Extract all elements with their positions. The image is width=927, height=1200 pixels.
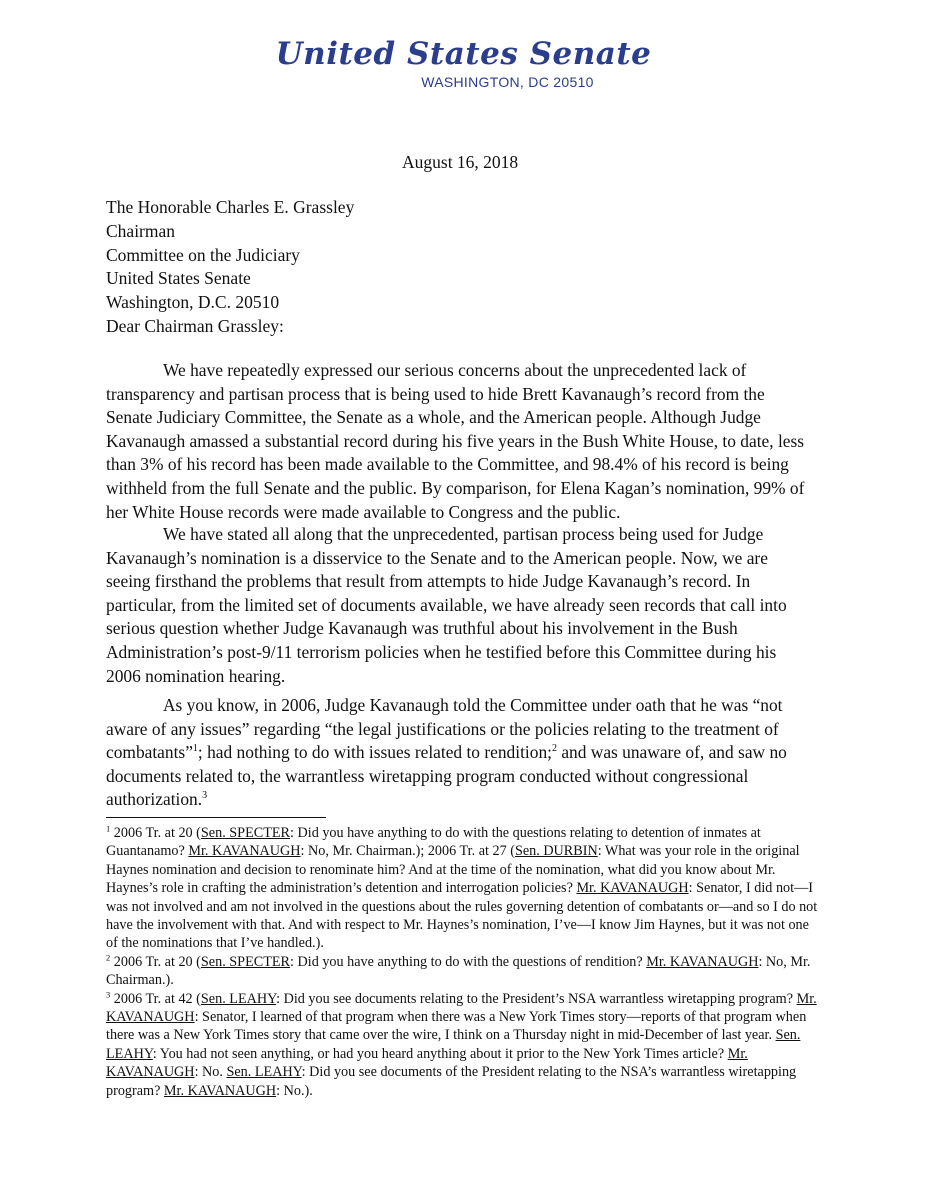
speaker-name: Mr. KAVANAUGH [576,880,689,897]
footnote-text: : Did you have anything to do with the questions of rendition? [290,953,647,970]
footnote-text: : No, Mr. Chairman.). [106,953,811,989]
speaker-name: Mr. KAVANAUGH [188,843,301,860]
letter-date: August 16, 2018 [402,152,519,172]
paragraph-text: and was unaware of, and saw no documents related to, the warrantless wiretapping program conducted without congressional authorization. [106,742,787,810]
footnote-text: : No.). [276,1082,313,1099]
speaker-name: Mr. KAVANAUGH [106,990,817,1026]
paragraph-text: ; had nothing to do with issues related to rendition; [197,742,552,763]
body-paragraph-1 [106,359,814,524]
footnote-text: 2006 Tr. at 20 ( [110,825,201,841]
speaker-name: Mr. KAVANAUGH [163,1082,277,1099]
footnote-text: : No. [194,1064,227,1081]
body-paragraph-3 [106,694,814,812]
body-paragraph-2 [106,523,814,688]
footnote-text: : Did you see documents relating to the President’s NSA warrantless wiretapping program? [276,990,797,1007]
footnote-ref-3[interactable]: 3 [202,790,208,802]
footnote-text: : What was your role in the original Haynes nomination and decision to renominate him? And at the time of the nomination, what did you know about Mr. Haynes’s role in crafting the administration’s detention and interrogation policies? [106,843,800,897]
footnote-ref-1[interactable]: 1 [192,743,198,755]
footnote-text: : No, Mr. Chairman.); 2006 Tr. at 27 ( [300,843,515,860]
footnote-2 [106,953,822,990]
footnote-text: : Did you have anything to do with the questions relating to detention of inmates at Guantanamo? [106,825,761,860]
paragraph-text: We have repeatedly expressed our serious concerns about the unprecedented lack of transparency and partisan process that is being used to hide Brett Kavanaugh’s record from the Senate Judiciary Committee, the Senate as a whole, and the American people. Although Judge Kavanaugh amassed a substantial record during his five years in the Bush White House, to date, less than 3% of his record has been made available to the Committee, and 98.4% of his record is being withheld from the full Senate and the public. By comparison, for Elena Kagan’s nomination, 99% of her White House records were made available to Congress and the public. [106,360,805,522]
letterhead [0,36,927,90]
footnote-3 [106,990,822,1100]
speaker-name: Mr. KAVANAUGH [646,953,759,970]
addressee-line: Chairman [106,220,176,241]
footnote-number: 1 [106,823,111,834]
paragraph-text: As you know, in 2006, Judge Kavanaugh told the Committee under oath that he was “not aware of any issues” regarding “the legal justifications or the policies relating to the treatment of combatants” [106,695,783,763]
footnote-divider [106,817,326,818]
addressee-line: United States Senate [106,268,251,289]
letterhead-address: WASHINGTON, DC 20510 [421,74,594,90]
speaker-name: Sen. SPECTER [200,825,291,841]
footnote-text: : Did you see documents of the President relating to the NSA’s warrantless wiretapping program? [106,1064,797,1099]
speaker-name: Sen. DURBIN [514,843,598,860]
footnote-1 [106,824,822,953]
speaker-name: Sen. LEAHY [200,990,277,1007]
salutation: Dear Chairman Grassley: [106,316,284,336]
footnote-number: 2 [106,952,111,963]
speaker-name: Mr. KAVANAUGH [106,1045,748,1081]
speaker-name: Sen. SPECTER [200,953,291,970]
paragraph-text: We have stated all along that the unprecedented, partisan process being used for Judge Kavanaugh’s nomination is a disservice to the Senate and to the American people. Now, we are seeing firsthand the problems that result from attempts to hide Judge Kavanaugh’s record. In particular, from the limited set of documents available, we have already seen records that call into serious question whether Judge Kavanaugh was truthful about his involvement in the Bush Administration’s post-9/11 terrorism policies when he testified before this Committee during his 2006 nomination hearing. [106,524,787,686]
footnote-text: 2006 Tr. at 20 ( [110,953,201,970]
speaker-name: Sen. LEAHY [226,1064,302,1081]
addressee-line: Washington, D.C. 20510 [106,292,280,313]
addressee-block [106,196,354,315]
addressee-line: The Honorable Charles E. Grassley [106,197,355,217]
footnotes [106,824,822,1100]
letterhead-title: United States Senate [275,36,652,72]
footnote-text: 2006 Tr. at 42 ( [110,990,201,1007]
footnote-text: : You had not seen anything, or had you heard anything about it prior to the New York Times article? [152,1045,728,1062]
footnote-number: 3 [106,988,111,999]
footnote-text: : Senator, I did not—I was not involved and am not involved in the questions about the rules governing detention of combatants or—and so I do not have the involvement with that. And with respect to Mr. Haynes’s nomination, I’ve—I know Jim Haynes, but it was not one of the nominations that I’ve handled.). [106,880,818,952]
footnote-ref-2[interactable]: 2 [551,743,557,755]
addressee-line: Committee on the Judiciary [106,244,300,265]
speaker-name: Sen. LEAHY [106,1027,801,1062]
footnote-text: : Senator, I learned of that program when there was a New York Times story—reports of that program when there was a New York Times story that came over the wire, I think on a Thursday night in mid-December of last year. [106,1009,807,1044]
